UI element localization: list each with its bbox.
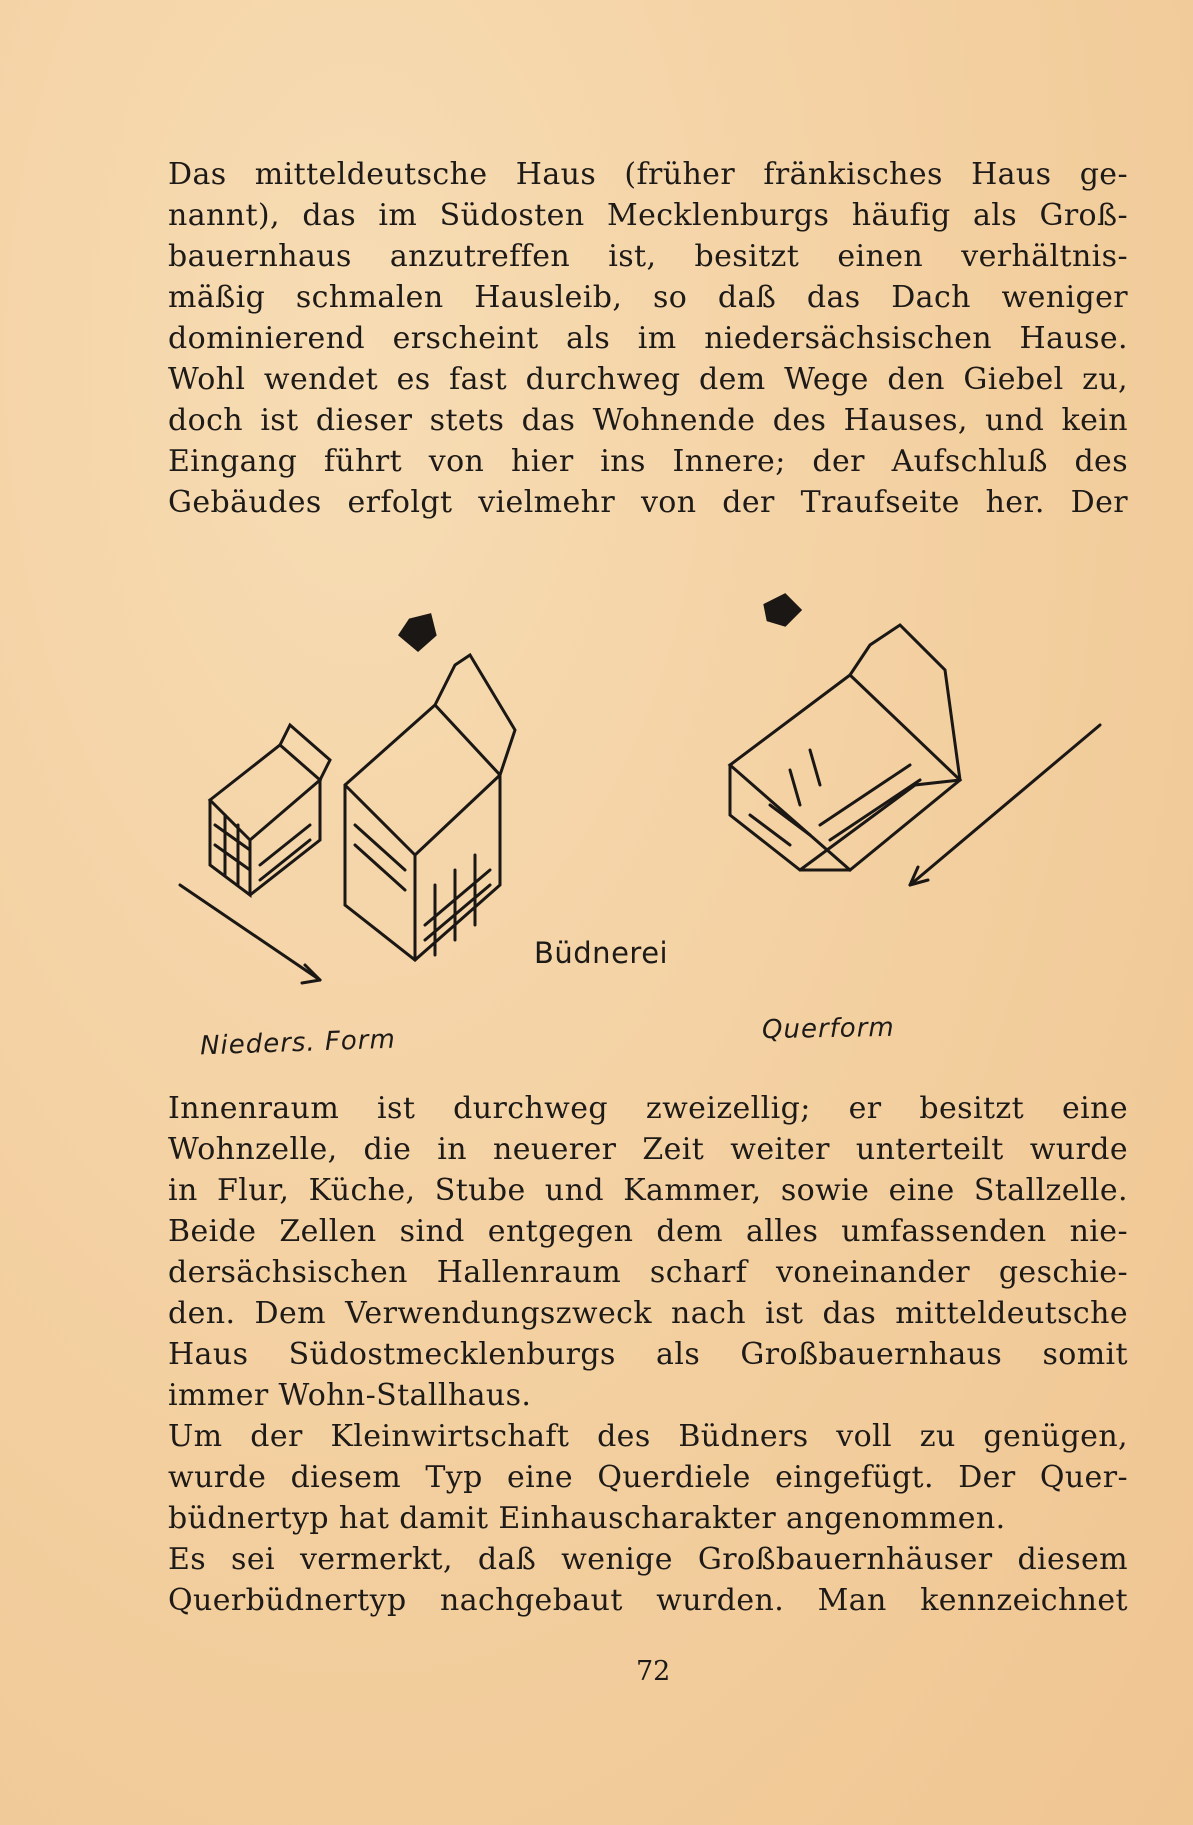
text-line: Eingang führt von hier ins Innere; der Aufschluß des [168, 444, 1128, 479]
text-line: mäßig schmalen Hausleib, so daß das Dach weniger [168, 280, 1128, 315]
text-line: Das mitteldeutsche Haus (früher fränkisches Haus ge- [168, 157, 1128, 192]
text-line: dersächsischen Hallenraum scharf voneinander geschie- [168, 1255, 1128, 1290]
text-line: Wohnzelle, die in neuerer Zeit weiter unterteilt wurde [168, 1132, 1128, 1167]
nieders-form-houses [180, 615, 515, 983]
text-line: Innenraum ist durchweg zweizellig; er besitzt eine [168, 1091, 1128, 1126]
text-line: Haus Südostmecklenburgs als Großbauernhaus somit [168, 1337, 1128, 1372]
text-line: den. Dem Verwendungszweck nach ist das mitteldeutsche [168, 1296, 1128, 1331]
text-line: büdnertyp hat damit Einhauscharakter angenommen. [168, 1501, 1006, 1536]
page-number: 72 [636, 1656, 671, 1687]
text-line: Gebäudes erfolgt vielmehr von der Traufseite her. Der [168, 485, 1128, 520]
text-line: doch ist dieser stets das Wohnende des Hauses, und kein [168, 403, 1128, 438]
house-sketch [170, 525, 1130, 1070]
text-line: Querbüdnertyp nachgebaut wurden. Man kennzeichnet [168, 1583, 1128, 1618]
text-line: Es sei vermerkt, daß wenige Großbauernhäuser diesem [168, 1542, 1128, 1577]
left-figure-label: Nieders. Form [199, 1024, 397, 1062]
text-line: in Flur, Küche, Stube und Kammer, sowie eine Stallzelle. [168, 1173, 1128, 1208]
paragraph-top [168, 154, 1128, 523]
text-line: immer Wohn-Stallhaus. [168, 1378, 532, 1413]
paragraph-bottom [168, 1088, 1128, 1621]
text-line: Beide Zellen sind entgegen dem alles umfassenden nie- [168, 1214, 1128, 1249]
querform-house [730, 595, 1100, 885]
right-figure-label: Querform [761, 1012, 895, 1046]
text-line: dominierend erscheint als im niedersächsischen Hause. [168, 321, 1128, 356]
text-line: nannt), das im Südosten Mecklenburgs häufig als Groß- [168, 198, 1128, 233]
figure-caption: Büdnerei [534, 936, 669, 970]
house-illustration [170, 525, 1130, 1070]
text-line: Wohl wendet es fast durchweg dem Wege den Giebel zu, [168, 362, 1128, 397]
text-line: Um der Kleinwirtschaft des Büdners voll zu genügen, [168, 1419, 1128, 1454]
text-line: bauernhaus anzutreffen ist, besitzt einen verhältnis- [168, 239, 1128, 274]
text-line: wurde diesem Typ eine Querdiele eingefügt. Der Quer- [168, 1460, 1128, 1495]
